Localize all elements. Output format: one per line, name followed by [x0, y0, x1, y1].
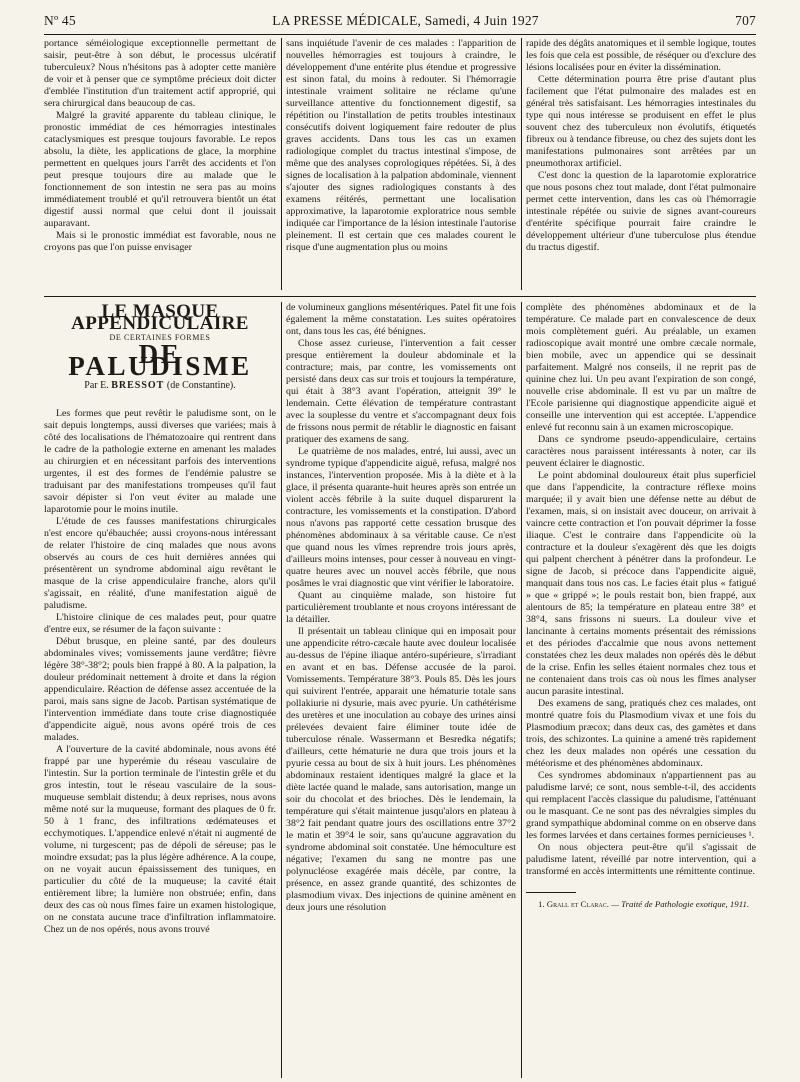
column-divider [521, 38, 522, 290]
footnote-reference: — Traité de Pathologie exotique, 1911. [611, 899, 750, 909]
paragraph: Le quatrième de nos malades, entré, lui aussi, avec un syndrome typique d'appendicite aiguë, refusa, malgré nos instances, l'intervention proposée. Mis à la diète et à la glace, il présenta quarante-huit heures après son entrée un violent accès fébrile à la suite duquel disparurent la contracture, les vomissements et la constipation. D'abord nous n'avons pas rapporté cette cessation brusque des phénomènes abdominaux à sa véritable cause. Ce n'est que quand nous les vîmes reprendre trois jours après, d'ailleurs moins intenses, pour cesser à nouveau en vingt-quatre heures avec un nouvel accès fébrile, que nous posâmes le vrai diagnostic que vint vérifier le laboratoire. [286, 446, 516, 589]
article-column-1 [44, 302, 276, 1078]
article-column-2 [286, 302, 516, 1078]
byline-affiliation: (de Constantine). [166, 380, 236, 391]
paragraph: Ces syndromes abdominaux n'appartiennent pas au paludisme larvé; ce sont, nous semble-t-il, des accidents qui remplacent l'accès classique du paludisme, l'atténuant ou le masquant. Ce ne sont pas des névralgies simples du grand sympathique abdominal comme on en observe dans les formes larvées et dans certaines formes pernicieuses ¹. [526, 770, 756, 841]
paragraph: L'étude de ces fausses manifestations chirurgicales n'est encore qu'ébauchée; aussi croyons-nous intéressant de relater l'histoire de cinq malades que nous avons observés au cours de ces huit dernières années qui présentèrent un syndrome abdominal aigu revêtant le masque de la crise appendiculaire franche, alors qu'il s'agissait, en réalité, d'une manifestation aiguë de paludisme. [44, 516, 276, 611]
paragraph: A l'ouverture de la cavité abdominale, nous avons été frappé par une hyperémie du réseau vasculaire de l'intestin. Sur la portion terminale de l'intestin grêle et du gros intestin, tout le réseau vasculaire de la sous-muqueuse semblait distendu; à deux reprises, nous avons même noté sur la muqueuse, formant des plaques de 0 fr. 50 à 1 franc, des infiltrations œdémateuses et ecchymotiques. L'appendice enlevé n'était ni augmenté de volume, ni turgescent; pas de dépoli de séreuse; pas le moindre exsudat; pas la plus légère adhérence. A la coupe, on ne voyait aucun épaississement des tuniques, en particulier du côté de la muqueuse; la cavité était entièrement libre; la lumière non obstruée; enfin, dans deux des cas où nous fîmes faire un examen histologique, on ne constata aucune trace d'infiltration inflammatoire. Chez un de nos opérés, nous avons trouvé [44, 744, 276, 935]
page-header [44, 10, 756, 32]
header-rule [44, 34, 756, 35]
paragraph: Il présentait un tableau clinique qui en imposait pour une appendicite rétro-cæcale haute avec douleur localisée au-dessus de l'épine iliaque antéro-supérieure, s'irradiant en avant et en bas. Défense accusée de la paroi. Vomissements. Température 38°3. Pouls 85. Dès les jours qui suivirent l'entrée, apparait une hématurie totale sans pollakiurie ni dysurie, mais avec pyurie. Un cathétérisme des uretères et une inoculation au cobaye des urines ainsi prélevées devaient faire éliminer toute idée de tuberculose rénale. Wassermann et Besredka négatifs; d'ailleurs, cette hématurie ne dura que trois jours et la pyurie cessa au bout de six à huit jours. Les phénomènes abdominaux restaient identiques malgré la glace et la diète lactée quand le malade, sans autorisation, mange un soir du chocolat et des brioches. Dès le lendemain, la température qui s'était maintenue jusqu'alors en plateau à 38°2 fait pendant quatre jours des oscillations entre 37°2 le matin et 39°4 le soir, sans qu'aucune aggravation du syndrome abdominal soit constatée. Une hémoculture est négative; l'examen du sang ne montre pas une polynucléose exagérée mais décèle, par contre, la présence, en assez grande quantité, des schizontes de plasmodium vivax. Des injections de quinine amènent en deux jours une résolution [286, 626, 516, 913]
footnote-authors: 1. Grall et Clarac. [538, 899, 609, 909]
paragraph: L'histoire clinique de ces malades peut, pour quatre d'entre eux, se résumer de la façon suivante : [44, 612, 276, 635]
top-article-column-3 [526, 38, 756, 290]
byline-prefix: Par E. [84, 380, 109, 391]
paragraph: Chose assez curieuse, l'intervention a fait cesser presque entièrement la douleur abdominale et la contracture; mais, par contre, les vomissements ont persisté dans deux cas sur trois et toujours la température, qui était à 38°3 avant l'opération, atteignit 39° le lendemain. Cette élévation de température contrastant avec la souplesse du ventre et s'accompagnant deux fois de frissons nous permit de rétablir le diagnostic en faisant pratiquer des examens de sang. [286, 338, 516, 445]
article-title-line-3: DE PALUDISME [68, 339, 252, 381]
column-divider [281, 38, 282, 290]
section-rule [44, 296, 756, 297]
top-article-column-1 [44, 38, 276, 290]
paragraph: On nous objectera peut-être qu'il s'agissait de paludisme latent, réveillé par notre intervention, qui a transformé en accès intermittents une rémittente continue. [526, 842, 756, 877]
paragraph: Les formes que peut revêtir le paludisme sont, on le sait depuis longtemps, aussi diverses que variées; mais à côté des localisations de l'hématozoaire qui rentrent dans le cadre de la pathologie externe en amenant les malades au chirurgien et en nécessitant parfois des interventions urgentes, il est des formes de l'endémie palustre se traduisant par des manifestations trompeuses qu'il faut savoir dépister si l'on veut éviter au malade une laparotomie pour le moins inutile. [44, 408, 276, 515]
paragraph: Mais si le pronostic immédiat est favorable, nous ne croyons pas que l'on puisse envisager [44, 230, 276, 253]
paragraph: sans inquiétude l'avenir de ces malades : l'apparition de nouvelles hémorragies est toujours à craindre, le développement d'une entérite plus étendue et progressive est sinon fatal, du moins à redouter. Si l'hémorragie intestinale vraiment solitaire ne réclame qu'une surveillance attentive du fonctionnement digestif, sa répétition ou l'installation de petits troubles intestinaux consécutifs doivent logiquement faire redouter de plus graves accidents. Dans tous les cas un examen radiologique complet du tractus intestinal s'impose, de même que des analyses coprologiques répétées. Si, à des signes de localisation à la palpation abdominale, viennent s'ajouter des signes radiologiques constants à des examens réitérés, permettant une localisation approximative, la laparotomie exploratrice nous semble indiquée car l'importance de la lésion intestinale l'autorise pleinement. Il est certain que ces malades courent le risque d'une augmentation plus ou moins [286, 38, 516, 253]
footnote-rule [526, 892, 576, 893]
article-title-line-2: DE CERTAINES FORMES [109, 333, 211, 342]
paragraph: de volumineux ganglions mésentériques. Patel fit une fois également la même constatation. Les suites opératoires ont, dans tous les cas, été bénignes. [286, 302, 516, 337]
top-article-column-2 [286, 38, 516, 290]
issue-number: Nº 45 [44, 13, 76, 28]
paragraph: rapide des dégâts anatomiques et il semble logique, toutes les fois que cela est possible, de réséquer ou d'exclure des lésions localisées pour en éviter la dissémination. [526, 38, 756, 73]
footnote [526, 899, 756, 910]
paragraph: Début brusque, en pleine santé, par des douleurs abdominales vives; vomissements jaune verdâtre; fièvre légère 38°-38°2; pouls bien frappé à 80. A la palpation, la douleur prédominait nettement à droite et dans la région appendiculaire. Réaction de défense assez accentuée de la paroi, mais sans signe de Jacob. Partisan systématique de l'intervention immédiate dans toute crise diagnostiquée d'appendicite aiguë, nous avons opéré trois de ces malades. [44, 636, 276, 743]
column-divider [281, 302, 282, 1078]
paragraph: Quant au cinquième malade, son histoire fut particulièrement troublante et nous croyons intéressant de la détailler. [286, 590, 516, 625]
paragraph: Le point abdominal douloureux était plus superficiel que dans l'appendicite, la contracture réflexe moins marquée; il y avait bien une défense nette au début de l'examen, mais, si on insistait avec douceur, on arrivait à vaincre cette contraction et l'on pouvait déprimer la fosse iliaque. C'est le contraire dans l'appendicite où la contracture et la douleur s'exagèrent dès que les doigts qui palpent cherchent à pénétrer dans la profondeur. Le signe de Jacob, si précoce dans l'appendicite aiguë, manquait dans tous nos cas. Le facies était plus « fatigué » que « grippé »; le pouls restait bon, bien frappé, aux alentours de 85; la température en plateau entre 38° et 38°4, sans frissons ni sueurs. La douleur vive et lancinante à certains moments présentait des rémissions et des périodes d'accalmie que nous avons nettement constatées chez les deux malades non opérés dès le début de la crise. Enfin les selles étaient normales chez tous et ne contenaient dans trois cas où nous les fîmes analyser aucun parasite intestinal. [526, 470, 756, 697]
byline-author: BRESSOT [111, 380, 165, 391]
paragraph: Cette détermination pourra être prise d'autant plus facilement que l'état pulmonaire des malades est en général très satisfaisant. Les hémorragies intestinales du type qui nous intéresse se produisent en effet le plus souvent chez des tuberculeux non évolutifs, étiquetés fibreux ou à tendance fibreuse, ou chez des sujets dont les manifestations pulmonaires sont arrêtées par un pneumothorax artificiel. [526, 74, 756, 169]
paragraph: C'est donc la question de la laparotomie exploratrice que nous posons chez tout malade, dont l'état pulmonaire permet cette intervention, dans les cas où l'hémorragie intestinale répétée ou suivie de signes avant-coureurs d'entérite spécifique pourrait faire craindre le développement ultérieur d'une tuberculose plus étendue du tractus digestif. [526, 170, 756, 253]
article-title-line-1: LE MASQUE APPENDICULAIRE [71, 302, 249, 334]
article-column-3 [526, 302, 756, 1078]
paragraph: portance séméiologique exceptionnelle permettant de saisir, peut-être à son début, le processus ulcératif tuberculeux? Nous n'hésitons pas à adopter cette manière de voir et à penser que ce symptôme précieux doit dicter d'emblée l'institution d'un traitement actif approprié, qui sera chirurgical dans beaucoup de cas. [44, 38, 276, 109]
column-divider [521, 302, 522, 1078]
journal-title: LA PRESSE MÉDICALE, Samedi, 4 Juin 1927 [272, 13, 539, 28]
page-number: 707 [735, 13, 756, 28]
article-byline [44, 380, 276, 392]
paragraph: Malgré la gravité apparente du tableau clinique, le pronostic immédiat de ces hémorragies intestinales cataclysmiques est presque toujours favorable. Le repos absolu, la diète, les applications de glace, la morphine permettent en quelques jours l'arrêt des accidents et l'on peut presque toujours dire au malade que le fonctionnement de son intestin ne sera pas au moins immédiatement troublé et qu'il retrouvera bientôt un état digestif aussi normal que celui dont il jouissait auparavant. [44, 110, 276, 229]
paragraph: complète des phénomènes abdominaux et de la température. Ce malade part en convalescence de deux mois complètement guéri. Au préalable, un examen radioscopique avait montré une ombre cæcale normale, bien mobile, avec un appendice qui se dessinait parfaitement. Malgré nos conseils, il ne reprit pas de quinine chez lui. Un peu avant l'expiration de son congé, nouvelle crise abdominale. Il est vu par un maître de l'Ecole parisienne qui diagnostique appendicite aiguë et conseille une intervention qui est acceptée. L'appendice enlevé fut reconnu sain à un examen microscopique. [526, 302, 756, 433]
paragraph: Dans ce syndrome pseudo-appendiculaire, certains caractères nous paraissent intéressants à noter, car ils peuvent éclairer le diagnostic. [526, 434, 756, 469]
paragraph: Des examens de sang, pratiqués chez ces malades, ont montré quatre fois du Plasmodium vivax et une fois du Plasmodium præcox; dans deux cas, des gamètes et dans trois, des schizontes. La quinine a amené très rapidement chez les deux malades non opérés une cessation du météorisme et des phénomènes abdominaux. [526, 698, 756, 769]
